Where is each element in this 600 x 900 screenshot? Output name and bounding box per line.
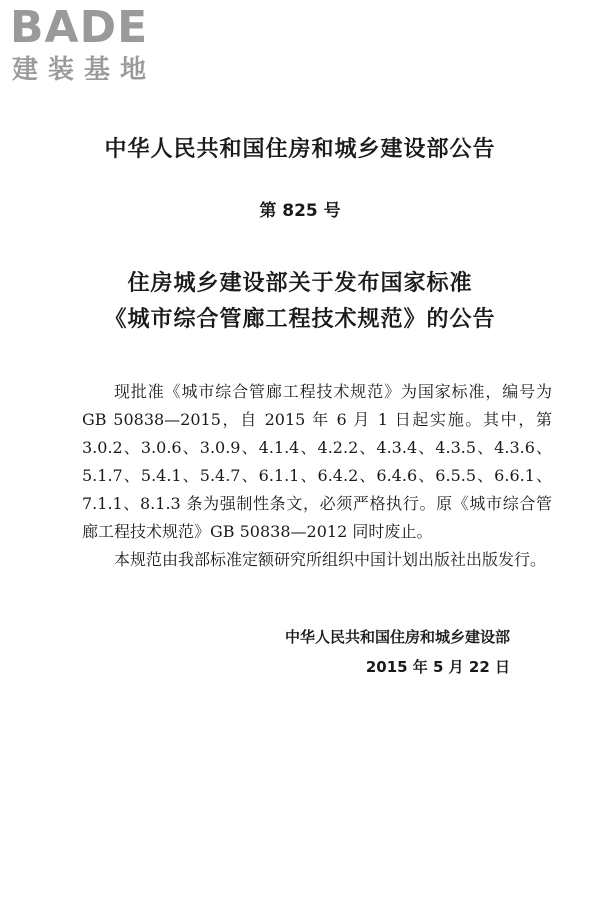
signature-block (285, 622, 510, 682)
announcement-subtitle-line1: 住房城乡建设部关于发布国家标准 (127, 270, 473, 296)
body-paragraph-2: 本规范由我部标准定额研究所组织中国计划出版社出版发行。 (114, 550, 547, 569)
watermark-cjk-text: 建装基地 (12, 55, 157, 85)
announcement-subtitle-line2: 《城市综合管廊工程技术规范》的公告 (104, 306, 496, 332)
signature-date: 2015 年 5 月 22 日 (365, 658, 510, 676)
announcement-title: 中华人民共和国住房和城乡建设部公告 (104, 137, 496, 162)
announcement-number: 第 825 号 (259, 201, 341, 221)
bade-watermark-logo (10, 4, 180, 90)
announcement-body (82, 378, 552, 546)
watermark-latin-text: BADE (10, 2, 149, 53)
body-paragraph-1: 现批准《城市综合管廊工程技术规范》为国家标准，编号为 GB 50838—2015，自 2015 年 6 月 1 日起实施。其中，第 3.0.2、3.0.6、3.0.9、4.1.4、4.2.2、4.3.4、4.3.5、4.3.6、5.1.7、5.4.1、5.4.7、6.1.1、6.4.2、6.4.6、6.5.5、6.6.1、7.1.1、8.1.3 条为强制性条文，必须严格执行。原《城市综合管廊工程技术规范》GB 50838—2012 同时废止。 (82, 382, 552, 541)
signature-issuer: 中华人民共和国住房和城乡建设部 (284, 628, 510, 646)
